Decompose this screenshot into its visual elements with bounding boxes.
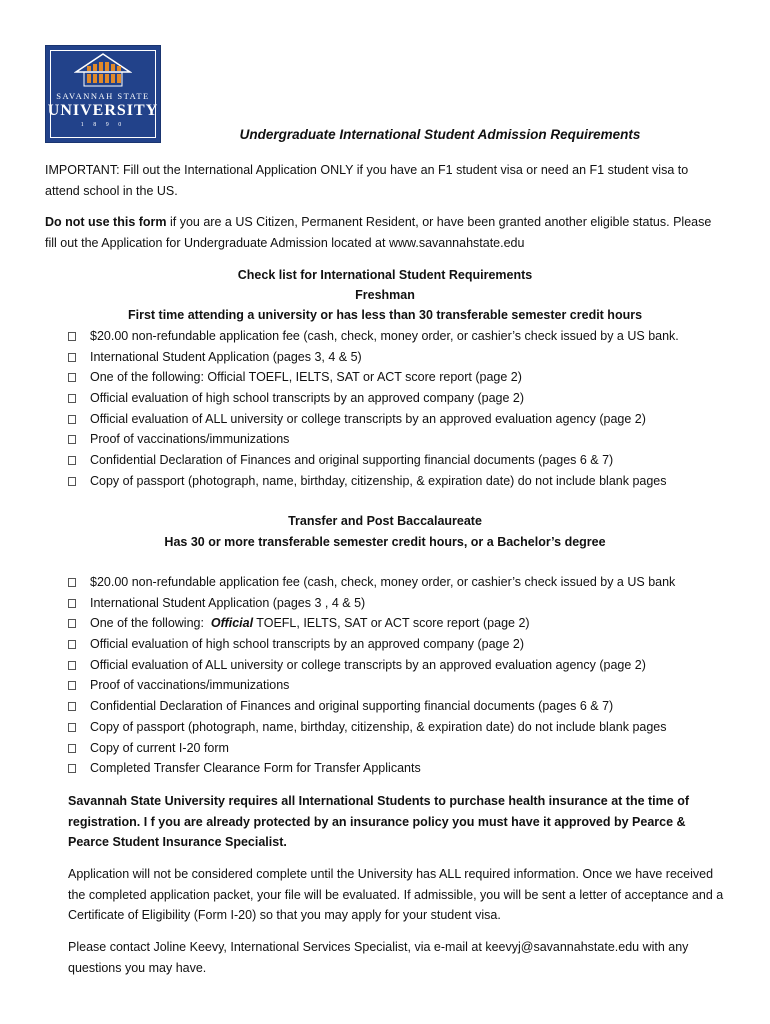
do-not-use-rest: if you are a US Citizen, Permanent Resident, or have been granted another eligible status. Please fill out the Application for Undergraduate Admission located at www.savannahstate.edu (45, 215, 712, 250)
checklist-item: Confidential Declaration of Finances and original supporting financial documents (pages 6 & 7) (68, 450, 748, 471)
checklist-item: Proof of vaccinations/immunizations (68, 429, 748, 450)
checklist-item: Official evaluation of high school transcripts by an approved company (page 2) (68, 634, 748, 655)
logo-text-university: UNIVERSITY (47, 102, 159, 119)
freshman-heading: Freshman (355, 288, 415, 302)
checkbox[interactable] (68, 353, 76, 362)
checklist-item: Official evaluation of ALL university or college transcripts by an approved evaluation agency (page 2) (68, 655, 748, 676)
transfer-subheading: Has 30 or more transferable semester credit hours, or a Bachelor’s degree (164, 535, 606, 549)
contact-notice: Please contact Joline Keevy, International Services Specialist, via e-mail at keevyj@savannahstate.edu with any questions you may have. (68, 940, 689, 975)
checkbox[interactable] (68, 373, 76, 382)
checkbox[interactable] (68, 599, 76, 608)
official-emphasis: Official (210, 616, 254, 631)
insurance-notice: Savannah State University requires all International Students to purchase health insurance at the time of registration. I f you are already protected by an insurance policy you must have it approved by Pearce & Pearce Student Insurance Specialist. (68, 794, 689, 850)
page-title: Undergraduate International Student Admission Requirements (239, 127, 641, 142)
do-not-use-notice (45, 212, 725, 254)
checklist-item: Copy of current I-20 form (68, 738, 748, 759)
freshman-checklist (68, 326, 748, 492)
transfer-heading: Transfer and Post Baccalaureate (288, 514, 482, 528)
checklist-heading: Check list for International Student Requirements (237, 268, 533, 282)
checklist-item: Confidential Declaration of Finances and original supporting financial documents (pages 6 & 7) (68, 696, 748, 717)
checkbox[interactable] (68, 681, 76, 690)
checkbox[interactable] (68, 435, 76, 444)
checkbox[interactable] (68, 415, 76, 424)
checkbox[interactable] (68, 619, 76, 628)
checkbox[interactable] (68, 394, 76, 403)
completion-notice: Application will not be considered complete until the University has ALL required information. Once we have received the completed application packet, your file will be evaluated. If admissible, you will be sent a letter of acceptance and a Certificate of Eligibility (Form I-20) so that you may apply for your student visa. (68, 867, 724, 923)
checklist-item: Official evaluation of high school transcripts by an approved company (page 2) (68, 388, 748, 409)
checkbox[interactable] (68, 477, 76, 486)
logo-text-savannah-state: SAVANNAH STATE (56, 91, 150, 101)
checklist-item: One of the following: Official TOEFL, IELTS, SAT or ACT score report (page 2) (68, 367, 748, 388)
checklist-item: Proof of vaccinations/immunizations (68, 675, 748, 696)
building-icon (74, 52, 132, 90)
do-not-use-bold: Do not use this form (45, 215, 167, 229)
important-notice: IMPORTANT: Fill out the International Application ONLY if you have an F1 student visa or need an F1 student visa to attend school in the US. (45, 163, 689, 198)
checklist-item: $20.00 non-refundable application fee (cash, check, money order, or cashier’s check issued by a US bank. (68, 326, 748, 347)
checkbox[interactable] (68, 456, 76, 465)
checklist-item: $20.00 non-refundable application fee (cash, check, money order, or cashier’s check issued by a US bank (68, 572, 748, 593)
checklist-item: Copy of passport (photograph, name, birthday, citizenship, & expiration date) do not include blank pages (68, 717, 748, 738)
checklist-item: International Student Application (pages 3, 4 & 5) (68, 347, 748, 368)
transfer-checklist (68, 572, 748, 779)
checkbox[interactable] (68, 702, 76, 711)
checklist-item: One of the following: Official TOEFL, IELTS, SAT or ACT score report (page 2) (68, 613, 748, 634)
checkbox[interactable] (68, 332, 76, 341)
freshman-subheading: First time attending a university or has less than 30 transferable semester credit hours (127, 308, 643, 322)
checkbox[interactable] (68, 764, 76, 773)
logo-text-year: 1 8 9 0 (80, 122, 126, 128)
checkbox[interactable] (68, 723, 76, 732)
checklist-item: Official evaluation of ALL university or college transcripts by an approved evaluation agency (page 2) (68, 409, 748, 430)
checkbox[interactable] (68, 744, 76, 753)
checklist-item: International Student Application (pages 3 , 4 & 5) (68, 593, 748, 614)
checklist-item: Copy of passport (photograph, name, birthday, citizenship, & expiration date) do not include blank pages (68, 471, 748, 492)
checklist-item: Completed Transfer Clearance Form for Transfer Applicants (68, 758, 748, 779)
checkbox[interactable] (68, 578, 76, 587)
checkbox[interactable] (68, 661, 76, 670)
checkbox[interactable] (68, 640, 76, 649)
